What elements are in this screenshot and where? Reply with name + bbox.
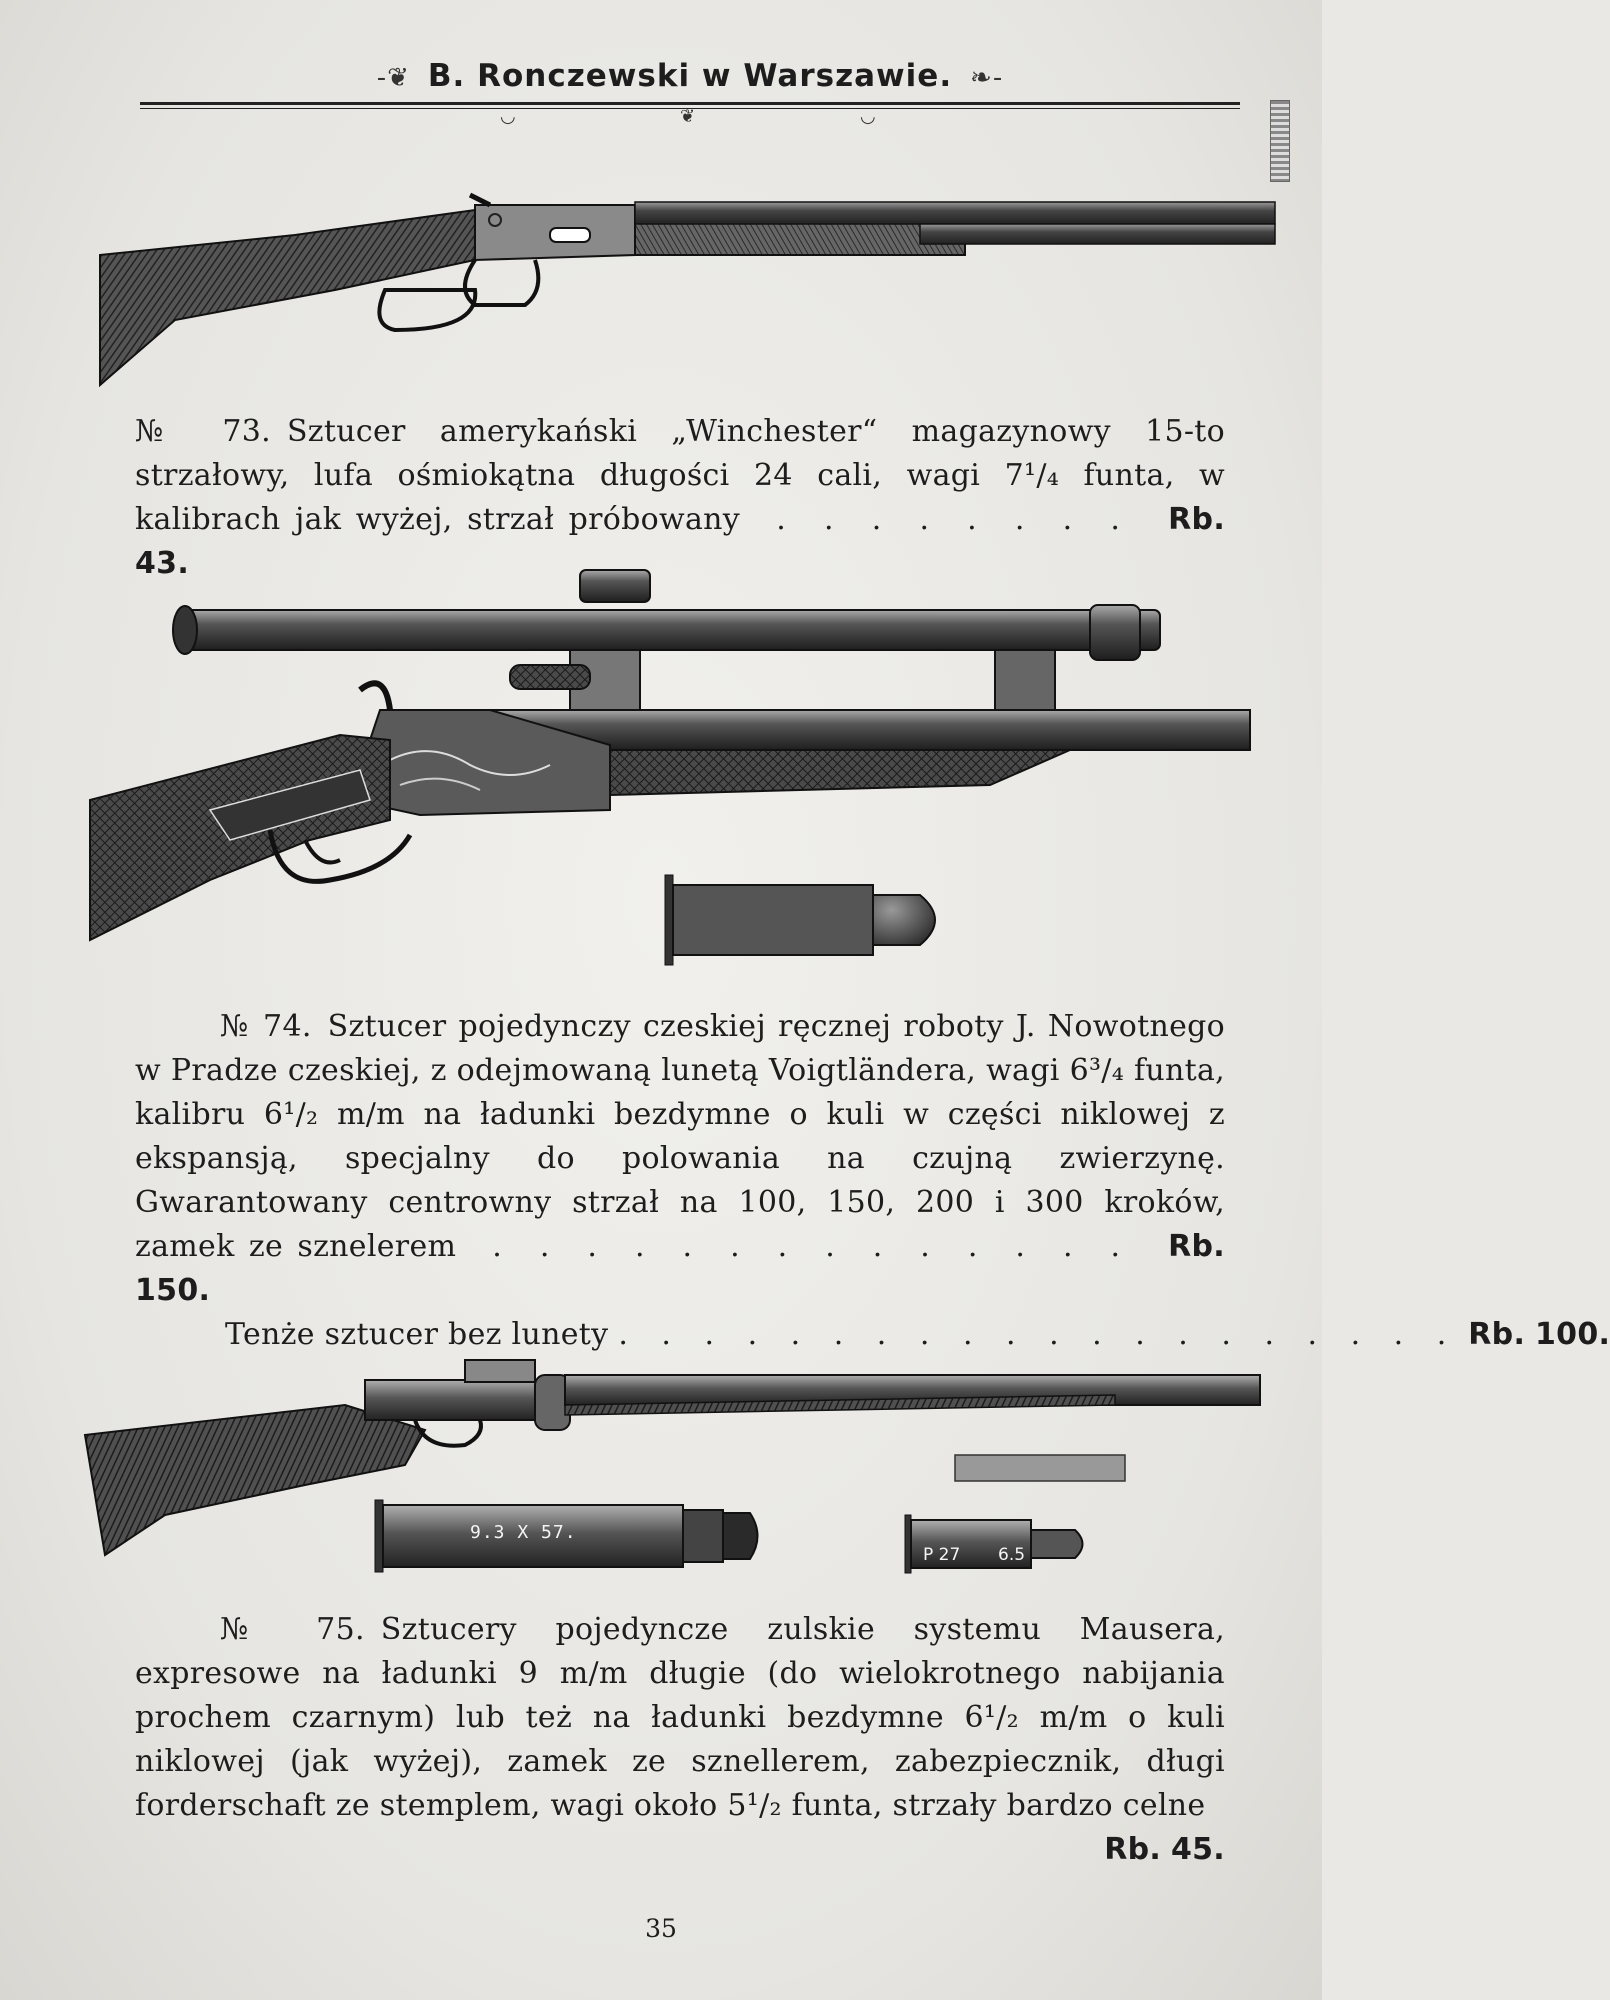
rule-center-ornament-icon: ❦: [680, 106, 696, 127]
page-edge-mark: [1270, 100, 1290, 182]
entry-number: № 74.: [220, 1009, 312, 1044]
entry-74: № 74. Sztucer pojedynczy czeskiej ręcznej roboty J. Nowotnego w Pradze czeskiej, z odejmowaną lunetą Voigtländera, wagi 6³/₄ funta, kalibru 6¹/₂ m/m na ładunki bezdymne o kuli w części niklowej z ekspansją, specjalny do polowania na czujną zwierzynę. Gwarantowany centrowny strzał na 100, 150, 200 i 300 kroków, zamek ze sznelerem . . . . . . . . . . . . . . Rb. 150. Tenże sztucer bez lunety . . . . . . . . . . . . . . . . . . . . Rb. 100.: [135, 1005, 1225, 1357]
rule-ornament-icon: ◡: [500, 106, 516, 127]
header-title: [140, 58, 1240, 94]
mauser-rifle-illustration: [85, 1355, 1265, 1590]
ornament-left-icon: -❦: [376, 63, 410, 93]
rule-ornament-icon: ◡: [860, 106, 876, 127]
page-number: 35: [645, 1914, 677, 1943]
price-value: 150.: [135, 1273, 211, 1308]
variant-description: Tenże sztucer bez lunety: [225, 1317, 609, 1352]
price-label: Rb.: [1104, 1832, 1162, 1867]
winchester-rifle-illustration: [95, 180, 1295, 390]
header-title-text: B. Ronczewski w Warszawie.: [427, 58, 953, 94]
variant-line: Tenże sztucer bez lunety . . . . . . . . . . . . . . . . . . . . Rb. 100.: [135, 1313, 1225, 1357]
price-label: Rb.: [1168, 502, 1226, 537]
entry-description: Sztucer pojedynczy czeskiej ręcznej roboty J. Nowotnego w Pradze czeskiej, z odejmowaną lunetą Voigtländera, wagi 6³/₄ funta, kalibru 6¹/₂ m/m na ładunki bezdymne o kuli w części niklowej z ekspansją, specjalny do polowania na czujną zwierzynę. Gwarantowany centrowny strzał na 100, 150, 200 i 300 kroków, zamek ze sznelerem: [135, 1009, 1225, 1264]
price-value: 43.: [135, 546, 190, 581]
variant-price-label: Rb.: [1468, 1317, 1526, 1352]
entry-number: № 75.: [220, 1612, 365, 1647]
price-label: Rb.: [1168, 1229, 1225, 1264]
ornament-right-icon: ❧-: [970, 63, 1004, 93]
cartridge-small-label-right: 6.5: [998, 1545, 1026, 1565]
entry-description: Sztucer amerykański „Winchester“ magazynowy 15-to strzałowy, lufa ośmiokątna długości 24 cali, wagi 7¹/₄ funta, w kalibrach jak wyżej, strzał próbowany: [135, 414, 1225, 537]
cartridge-small-label-left: P 27: [923, 1545, 961, 1565]
entry-number: № 73.: [135, 414, 271, 449]
entry-75-price: [135, 1828, 1225, 1872]
price-value: 45.: [1170, 1832, 1225, 1867]
entry-75: [135, 1608, 1225, 1872]
entry-description: Sztucery pojedyncze zulskie systemu Mausera, expresowe na ładunki 9 m/m długie (do wielokrotnego nabijania prochem czarnym) lub też na ładunki bezdymne 6¹/₂ m/m o kuli niklowej (jak wyżej), zamek ze sznellerem, zabezpiecznik, długi forderschaft ze stemplem, wagi około 5¹/₂ funta, strzały bardzo celne: [135, 1612, 1225, 1823]
scoped-rifle-illustration: [90, 570, 1260, 980]
variant-price-value: 100.: [1535, 1317, 1610, 1352]
cartridge-large-label: 9.3 X 57.: [470, 1522, 577, 1543]
page-header: [140, 48, 1240, 128]
entry-73: № 73. Sztucer amerykański „Winchester“ magazynowy 15-to strzałowy, lufa ośmiokątna długości 24 cali, wagi 7¹/₄ funta, w kalibrach jak wyżej, strzał próbowany . . . . . . . . Rb. 43.: [135, 414, 1226, 581]
